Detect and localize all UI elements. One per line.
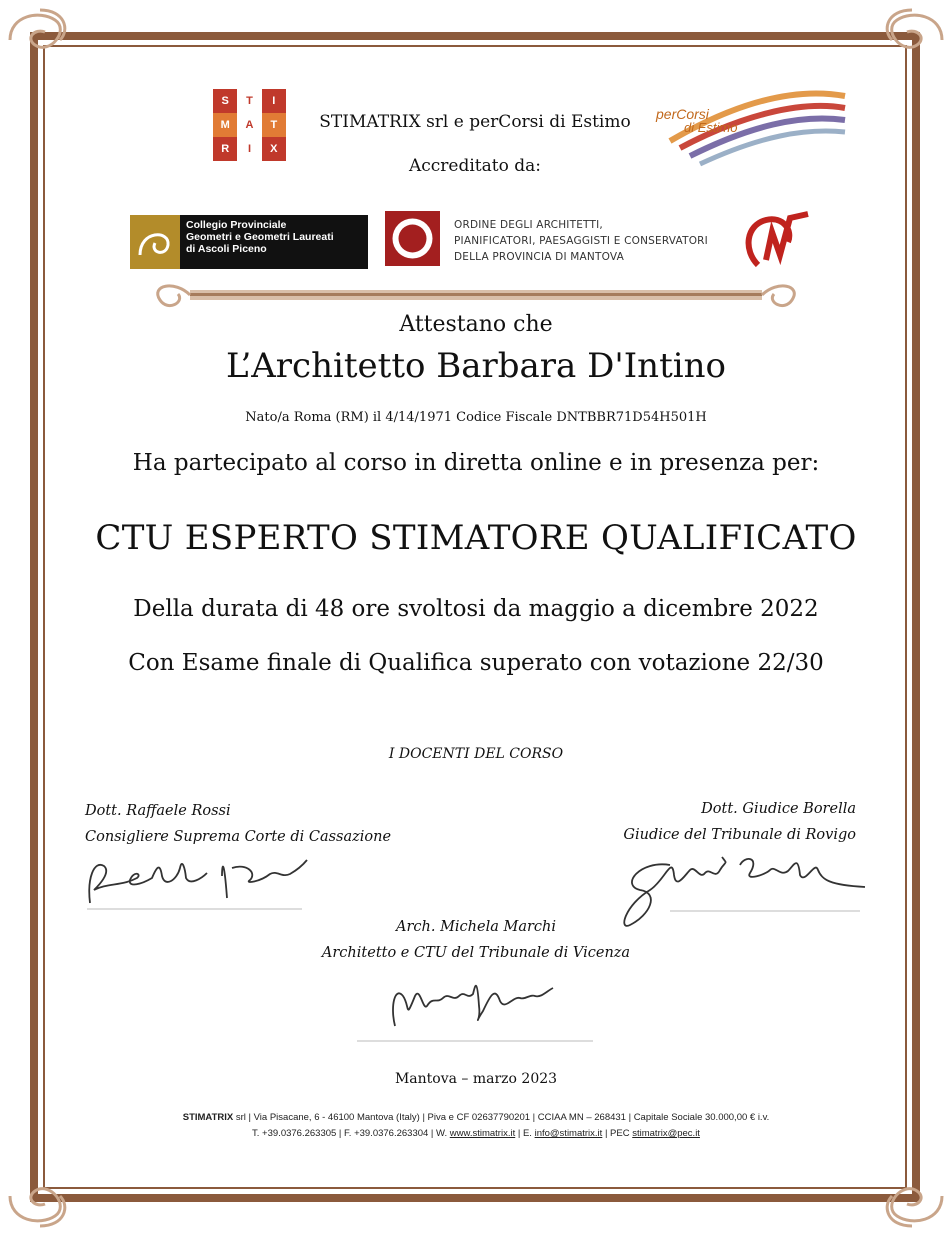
ordine-architetti-text: ORDINE DEGLI ARCHITETTI, PIANIFICATORI, PAESAGGISTI E CONSERVATORI DELLA PROVINCIA DI MANTOVA <box>454 219 708 263</box>
divider-ornament <box>158 286 795 306</box>
footer-company: STIMATRIX <box>182 1112 234 1123</box>
teacher-center-name: Arch. Michela Marchi <box>395 919 557 935</box>
website-link[interactable]: www.stimatrix.it <box>449 1128 516 1139</box>
percorsi-logo-text: perCorsi <box>656 106 709 122</box>
teacher-center <box>0 914 952 966</box>
birth-info: Nato/a Roma (RM) il 4/14/1971 Codice Fiscale DNTBBR71D54H501H <box>245 410 707 425</box>
company-footer: STIMATRIX srl | Via Pisacane, 6 - 46100 Mantova (Italy) | Piva e CF 02637790201 | CCIAA MN – 268431 | Capitale Sociale 30.000,00 € i.v. T. +39.0376.263305 | F. +39.0376.263304 | W. www.stimatrix.it | E. info@stimatrix.it | PEC stimatrix@pec.it <box>182 1112 770 1139</box>
teacher-center-role: Architetto e CTU del Tribunale di Vicenza <box>321 945 631 961</box>
teacher-left-role: Consigliere Suprema Corte di Cassazione <box>85 829 392 845</box>
collegio-emblem <box>130 215 180 269</box>
pec-link[interactable]: stimatrix@pec.it <box>632 1128 700 1139</box>
attest-line: Attestano che <box>399 312 553 337</box>
place-date: Mantova – marzo 2023 <box>394 1071 558 1087</box>
teacher-right-role: Giudice del Tribunale di Rovigo <box>623 827 856 843</box>
email-link[interactable]: info@stimatrix.it <box>534 1128 603 1139</box>
exam-line: Con Esame finale di Qualifica superato con votazione 22/30 <box>128 650 824 676</box>
teacher-right-name: Dott. Giudice Borella <box>701 801 856 817</box>
accredited-label: Accreditato da: <box>408 156 541 176</box>
duration-line: Della durata di 48 ore svoltosi da maggio a dicembre 2022 <box>133 596 819 622</box>
issuer-text: STIMATRIX srl e perCorsi di Estimo <box>319 112 631 132</box>
percorsi-logo-subtext: di Estimo <box>684 120 738 135</box>
percorsi-logo <box>650 86 850 178</box>
signature-center <box>355 966 595 1046</box>
ordine-architetti-logo <box>385 211 440 266</box>
course-title: CTU ESPERTO STIMATORE QUALIFICATO <box>95 518 857 558</box>
stimatrix-logo: S T I M A T R I X <box>213 89 286 161</box>
teachers-heading: I DOCENTI DEL CORSO <box>388 746 564 762</box>
collegio-geometri-logo: Collegio Provinciale Geometri e Geometri Laureati di Ascoli Piceno <box>130 215 368 269</box>
teacher-left <box>85 798 391 850</box>
teacher-left-name: Dott. Raffaele Rossi <box>85 803 231 819</box>
recipient-name: L’Architetto Barbara D'Intino <box>226 346 726 386</box>
red-emblem-icon <box>738 210 812 272</box>
participation-line: Ha partecipato al corso in diretta online e in presenza per: <box>132 450 820 476</box>
teacher-right <box>623 796 856 848</box>
